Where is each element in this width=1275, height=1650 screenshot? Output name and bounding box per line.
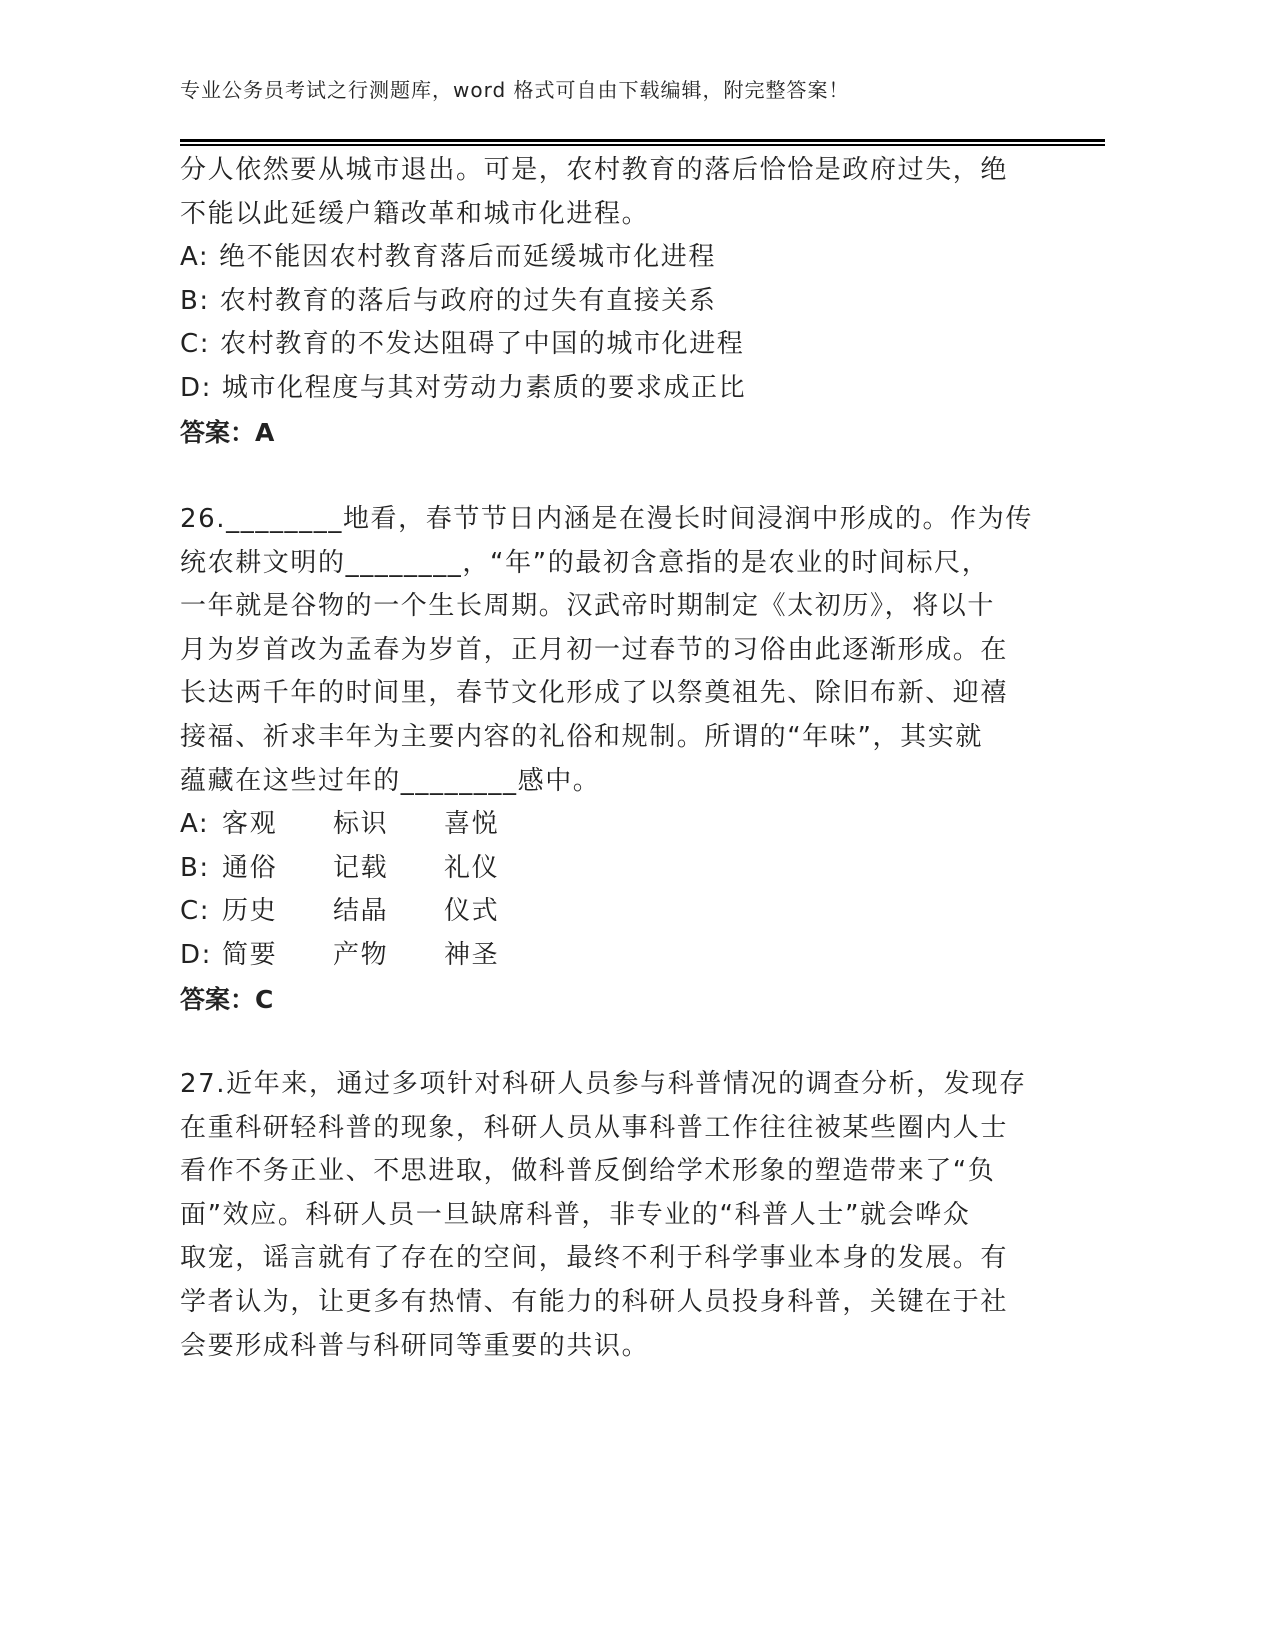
option-text: 绝不能因农村教育落后而延缓城市化进程 (219, 242, 716, 273)
option-c (180, 323, 1008, 367)
question-stem-line: 取宠，谣言就有了存在的空间，最终不利于科学事业本身的发展。有 (180, 1243, 1009, 1274)
option-word: 客观 (222, 809, 278, 840)
option-b (180, 280, 1008, 324)
option-word: 礼仪 (444, 852, 500, 883)
option-text: 农村教育的落后与政府的过失有直接关系 (219, 285, 717, 316)
question-stem-line: 接福、祈求丰年为主要内容的礼俗和规制。所谓的“年味”，其实就 (180, 721, 983, 752)
option-word: 产物 (333, 939, 389, 970)
option-b (180, 847, 1033, 891)
question-stem-line: 统农耕文明的________，“年”的最初含意指的是农业的时间标尺， (180, 547, 990, 578)
option-word: 标识 (333, 809, 389, 840)
option-word: 记载 (333, 852, 389, 883)
option-word: 历史 (222, 896, 278, 927)
question-stem-line: 蕴藏在这些过年的________感中。 (180, 765, 601, 796)
question-stem-line: 月为岁首改为孟春为岁首，正月初一过春节的习俗由此逐渐形成。在 (180, 634, 1009, 665)
question-stem-line: 面”效应。科研人员一旦缺席科普，非专业的“科普人士”就会哗众 (180, 1199, 971, 1230)
option-word: 仪式 (444, 896, 500, 927)
option-a (180, 236, 1008, 280)
option-d (180, 934, 1033, 978)
option-label: B: (180, 852, 210, 883)
option-label: D: (180, 372, 212, 403)
question-26 (180, 498, 1033, 1021)
option-label: D: (180, 939, 212, 970)
option-label: A: (180, 809, 210, 840)
question-stem-line: 长达两千年的时间里，春节文化形成了以祭奠祖先、除旧布新、迎禧 (180, 678, 1009, 709)
option-word: 喜悦 (444, 809, 500, 840)
option-word: 通俗 (222, 852, 278, 883)
option-d (180, 367, 1008, 411)
option-label: C: (180, 896, 211, 927)
answer: 答案：C (180, 984, 274, 1014)
answer: 答案：A (180, 417, 275, 447)
header-divider (180, 139, 1105, 142)
page-header: 专业公务员考试之行测题库，word 格式可自由下载编辑，附完整答案！ (180, 78, 850, 102)
question-stem-line: 会要形成科普与科研同等重要的共识。 (180, 1330, 650, 1361)
option-text: 城市化程度与其对劳动力素质的要求成正比 (221, 372, 747, 403)
question-stem-line: 一年就是谷物的一个生长周期。汉武帝时期制定《太初历》，将以十 (180, 591, 996, 622)
header-divider-thin (180, 144, 1105, 146)
question-stem-line: 学者认为，让更多有热情、有能力的科研人员投身科普，关键在于社 (180, 1286, 1009, 1317)
option-label: B: (180, 285, 210, 316)
question-25 (180, 149, 1008, 454)
option-word: 神圣 (444, 939, 500, 970)
option-label: C: (180, 329, 211, 360)
option-label: A: (180, 242, 210, 273)
question-stem-line: 不能以此延缓户籍改革和城市化进程。 (180, 198, 650, 229)
option-text: 农村教育的不发达阻碍了中国的城市化进程 (220, 329, 745, 360)
option-c (180, 890, 1033, 934)
question-stem-line: 26.________地看，春节节日内涵是在漫长时间浸润中形成的。作为传 (180, 504, 1033, 534)
option-word: 结晶 (333, 896, 389, 927)
question-stem-line: 看作不务正业、不思进取，做科普反倒给学术形象的塑造带来了“负 (180, 1156, 996, 1187)
option-a (180, 803, 1033, 847)
question-stem-line: 在重科研轻科普的现象，科研人员从事科普工作往往被某些圈内人士 (180, 1112, 1009, 1143)
question-27 (180, 1063, 1027, 1368)
question-stem-line: 27.近年来，通过多项针对科研人员参与科普情况的调查分析，发现存 (180, 1069, 1027, 1099)
question-stem-line: 分人依然要从城市退出。可是，农村教育的落后恰恰是政府过失，绝 (180, 155, 1009, 185)
option-word: 简要 (222, 939, 278, 970)
